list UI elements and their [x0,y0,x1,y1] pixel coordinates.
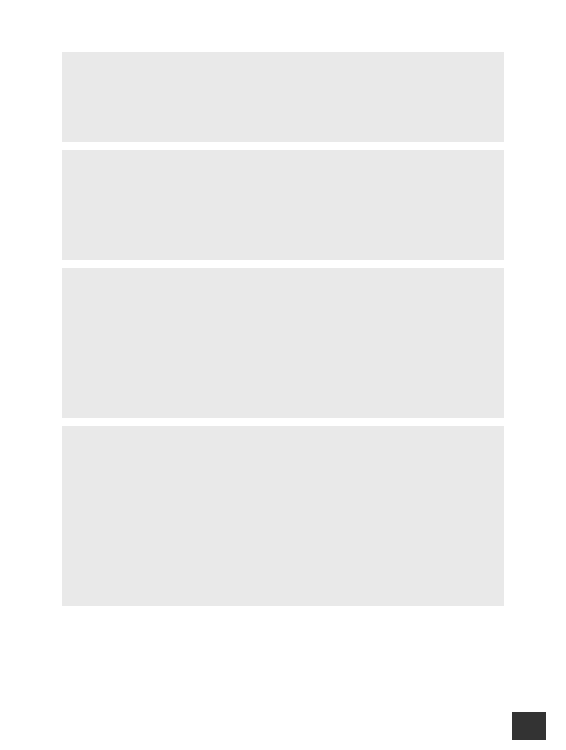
page-content [62,52,504,612]
page-number [512,712,546,740]
page-footer [0,704,566,750]
page-header [0,0,566,46]
content-block [62,426,504,606]
content-block [62,150,504,260]
content-block [62,52,504,142]
content-block [62,268,504,418]
brand-logo [454,20,538,36]
